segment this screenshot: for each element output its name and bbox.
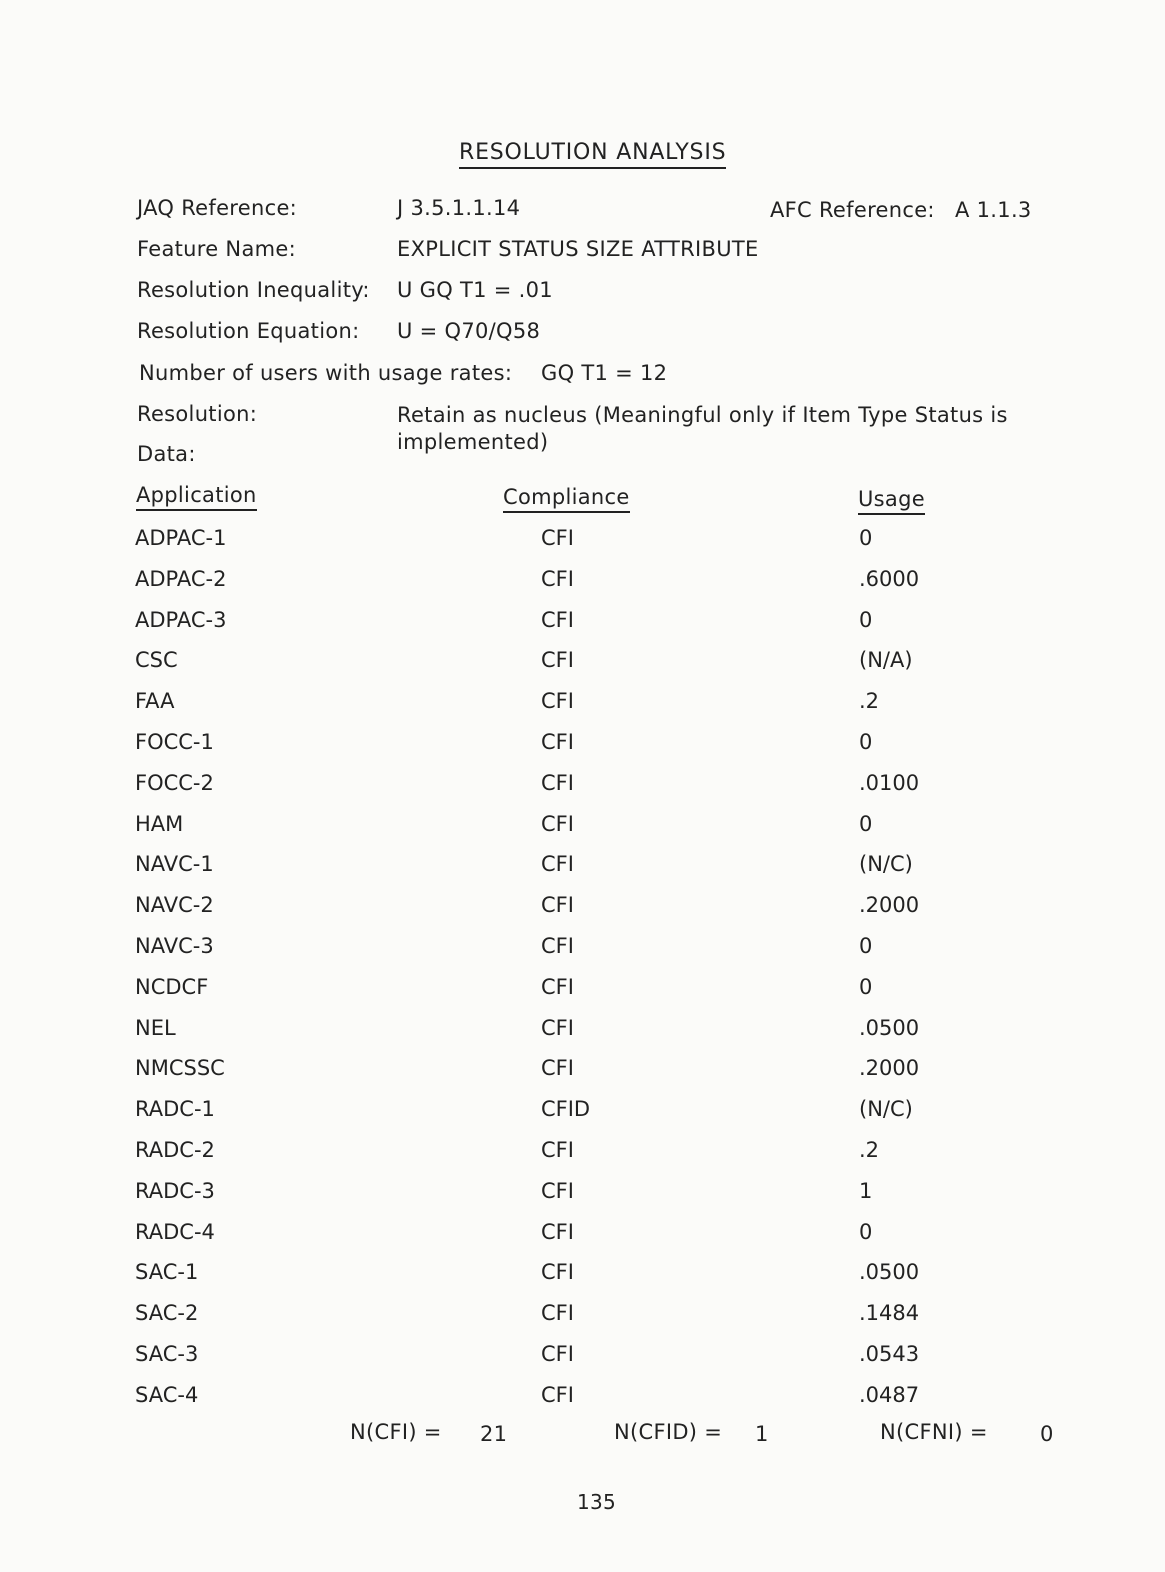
table-row <box>0 608 1165 648</box>
table-row <box>0 689 1165 729</box>
row-compliance: CFI <box>541 811 574 836</box>
table-row <box>0 1097 1165 1137</box>
row-usage: (N/A) <box>859 648 913 673</box>
resolution-equation-value: U = Q70/Q58 <box>397 319 541 343</box>
row-compliance: CFI <box>541 730 574 754</box>
row-application: NEL <box>135 1015 176 1040</box>
row-compliance: CFI <box>541 1260 574 1285</box>
row-application: SAC-3 <box>135 1342 199 1366</box>
row-compliance: CFI <box>541 974 574 999</box>
table-row <box>0 893 1165 933</box>
row-compliance: CFI <box>541 1219 574 1244</box>
row-compliance: CFI <box>541 689 574 714</box>
row-application: HAM <box>135 811 184 836</box>
row-usage: .0487 <box>859 1382 920 1407</box>
row-compliance: CFI <box>541 1382 574 1407</box>
column-header-compliance: Compliance <box>503 485 630 513</box>
row-compliance: CFI <box>541 852 574 877</box>
row-usage: 0 <box>859 607 873 632</box>
ncfi-value: 21 <box>480 1422 508 1446</box>
row-usage: .6000 <box>859 566 920 591</box>
table-row <box>0 934 1165 974</box>
users-count-label: Number of users with usage rates: <box>139 361 513 385</box>
row-usage: .1484 <box>859 1301 920 1326</box>
table-row <box>0 771 1165 811</box>
row-usage: 0 <box>859 730 873 754</box>
page-number: 135 <box>577 1490 617 1514</box>
table-row <box>0 567 1165 607</box>
row-application: NCDCF <box>135 974 209 999</box>
row-compliance: CFI <box>541 607 574 632</box>
row-compliance: CFI <box>541 934 574 958</box>
row-usage: .0100 <box>859 770 920 795</box>
row-application: NAVC-2 <box>135 893 214 918</box>
resolution-value-line1: Retain as nucleus (Meaningful only if Item Type Status is <box>397 403 1008 427</box>
row-usage: .2 <box>859 689 880 714</box>
table-row <box>0 1056 1165 1096</box>
row-application: ADPAC-1 <box>135 526 227 550</box>
row-compliance: CFI <box>541 1015 574 1040</box>
ncfni-value: 0 <box>1040 1422 1054 1446</box>
row-application: ADPAC-3 <box>135 607 227 632</box>
table-row <box>0 1301 1165 1341</box>
row-application: SAC-2 <box>135 1301 199 1326</box>
table-row <box>0 1016 1165 1056</box>
row-application: RADC-4 <box>135 1219 215 1244</box>
table-row <box>0 852 1165 892</box>
row-usage: .2 <box>859 1138 880 1162</box>
ncfid-label: N(CFID) = <box>614 1420 723 1444</box>
table-row <box>0 1342 1165 1382</box>
row-application: FOCC-2 <box>135 770 214 795</box>
row-application: SAC-4 <box>135 1382 199 1407</box>
row-usage: 0 <box>859 526 873 550</box>
resolution-label: Resolution: <box>137 402 258 426</box>
table-row <box>0 1179 1165 1219</box>
row-application: NAVC-1 <box>135 852 214 877</box>
row-usage: .0500 <box>859 1015 920 1040</box>
afc-reference-value: A 1.1.3 <box>955 198 1032 222</box>
row-application: RADC-1 <box>135 1097 215 1122</box>
row-compliance: CFI <box>541 1301 574 1326</box>
jaq-reference-label: JAQ Reference: <box>137 196 298 220</box>
row-usage: (N/C) <box>859 1097 913 1122</box>
row-usage: 1 <box>859 1178 873 1203</box>
row-application: RADC-3 <box>135 1178 215 1203</box>
feature-name-label: Feature Name: <box>137 237 296 261</box>
table-row <box>0 1383 1165 1423</box>
row-application: FAA <box>135 689 175 714</box>
ncfid-value: 1 <box>755 1422 769 1446</box>
row-compliance: CFI <box>541 566 574 591</box>
row-usage: .0500 <box>859 1260 920 1285</box>
column-header-application: Application <box>136 483 257 511</box>
row-application: RADC-2 <box>135 1138 215 1162</box>
table-row <box>0 1138 1165 1178</box>
resolution-inequality-label: Resolution Inequality: <box>137 278 370 302</box>
row-compliance: CFI <box>541 1138 574 1162</box>
row-application: NMCSSC <box>135 1056 225 1081</box>
row-compliance: CFI <box>541 1056 574 1081</box>
afc-reference-label: AFC Reference: <box>770 198 935 222</box>
row-usage: .2000 <box>859 1056 920 1081</box>
row-usage: 0 <box>859 974 873 999</box>
row-compliance: CFID <box>541 1097 591 1122</box>
row-application: CSC <box>135 648 178 673</box>
row-usage: 0 <box>859 934 873 958</box>
row-usage: (N/C) <box>859 852 913 877</box>
table-row <box>0 648 1165 688</box>
data-label: Data: <box>137 442 196 466</box>
row-compliance: CFI <box>541 526 574 550</box>
row-compliance: CFI <box>541 770 574 795</box>
resolution-equation-label: Resolution Equation: <box>137 319 360 343</box>
row-compliance: CFI <box>541 893 574 918</box>
table-row <box>0 975 1165 1015</box>
table-row <box>0 812 1165 852</box>
users-count-value: GQ T1 = 12 <box>541 361 668 385</box>
page-title: RESOLUTION ANALYSIS <box>459 140 726 169</box>
table-row <box>0 1220 1165 1260</box>
row-application: FOCC-1 <box>135 730 214 754</box>
row-usage: 0 <box>859 1219 873 1244</box>
row-application: NAVC-3 <box>135 934 214 958</box>
table-row <box>0 526 1165 566</box>
column-header-usage: Usage <box>858 487 925 515</box>
resolution-value-line2: implemented) <box>397 430 549 454</box>
resolution-inequality-value: U GQ T1 = .01 <box>397 278 553 302</box>
jaq-reference-value: J 3.5.1.1.14 <box>397 196 521 220</box>
table-row <box>0 730 1165 770</box>
row-application: ADPAC-2 <box>135 566 227 591</box>
ncfni-label: N(CFNI) = <box>880 1420 988 1444</box>
row-compliance: CFI <box>541 1178 574 1203</box>
row-compliance: CFI <box>541 1342 574 1366</box>
row-usage: .2000 <box>859 893 920 918</box>
row-compliance: CFI <box>541 648 574 673</box>
row-usage: .0543 <box>859 1342 920 1366</box>
table-row <box>0 1260 1165 1300</box>
feature-name-value: EXPLICIT STATUS SIZE ATTRIBUTE <box>397 237 759 261</box>
row-usage: 0 <box>859 811 873 836</box>
ncfi-label: N(CFI) = <box>350 1420 442 1444</box>
row-application: SAC-1 <box>135 1260 199 1285</box>
